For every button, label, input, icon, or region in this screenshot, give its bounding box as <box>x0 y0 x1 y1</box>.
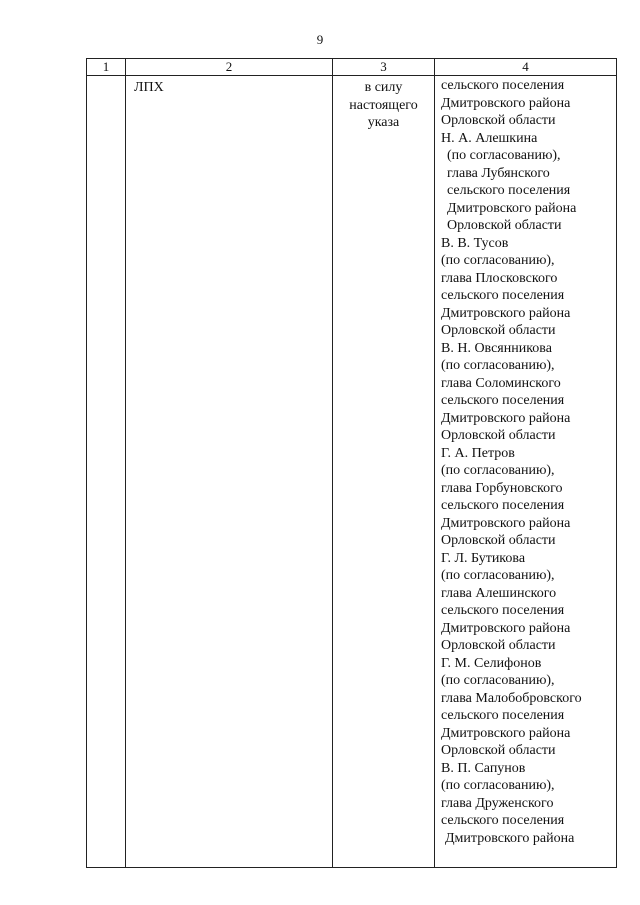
responsible-text-line: Орловской области <box>441 428 556 443</box>
term-line: настоящего <box>349 97 418 113</box>
responsible-text-line: сельского поселения <box>441 393 565 408</box>
table-row <box>87 76 617 868</box>
responsible-text-line: Г. А. Петров <box>441 445 515 461</box>
responsible-text-line: сельского поселения <box>441 498 565 513</box>
responsible-text-line: Орловской области <box>441 638 556 653</box>
responsible-text-line: (по согласованию), <box>441 463 555 478</box>
term-line: указа <box>367 115 400 130</box>
cell-col-3 <box>333 76 435 868</box>
responsible-text-line: сельского поселения <box>441 708 565 723</box>
responsible-text-line: глава Горбуновского <box>441 480 563 496</box>
responsible-text-line: Дмитровского района <box>441 515 571 531</box>
responsible-text-line: (по согласованию), <box>441 778 555 793</box>
cell-col-1 <box>87 76 126 868</box>
responsible-text-line: сельского поселения <box>441 78 565 93</box>
responsible-text-line: Дмитровского района <box>447 200 577 216</box>
responsible-text-line: сельского поселения <box>441 288 565 303</box>
responsible-text-line: Н. А. Алешкина <box>441 130 538 146</box>
term-line: в силу <box>364 80 403 95</box>
responsible-text-line: Орловской области <box>447 218 562 233</box>
responsible-text-line: Дмитровского района <box>441 95 571 111</box>
responsible-text-line: Орловской области <box>441 743 556 758</box>
responsible-text-line: глава Малобобровского <box>441 690 582 706</box>
responsible-text-line: Дмитровского района <box>441 410 571 426</box>
responsible-text-line: глава Соломинского <box>441 375 561 391</box>
page-number: 9 <box>316 32 324 47</box>
responsible-text-line: Орловской области <box>441 323 556 338</box>
responsible-text-line: В. П. Сапунов <box>441 760 526 776</box>
responsible-text-line: Дмитровского района <box>441 725 571 741</box>
cell-col-4 <box>435 76 617 868</box>
responsible-text-line: Дмитровского района <box>441 620 571 636</box>
responsible-text-line: Г. Л. Бутикова <box>441 550 526 566</box>
responsible-text-line: глава Плосковского <box>441 270 558 286</box>
responsible-text-line: сельского поселения <box>447 183 571 198</box>
responsible-text-line: (по согласованию), <box>447 148 561 163</box>
responsible-text-line: (по согласованию), <box>441 568 555 583</box>
responsible-text-line: сельского поселения <box>441 603 565 618</box>
responsible-text-line: сельского поселения <box>441 813 565 828</box>
header-cell-2: 2 <box>126 59 333 76</box>
header-cell-3: 3 <box>333 59 435 76</box>
responsible-text-line: В. В. Тусов <box>441 235 509 251</box>
responsible-text-line: (по согласованию), <box>441 253 555 268</box>
responsible-text-line: В. Н. Овсянникова <box>441 340 552 356</box>
responsible-text-line: Орловской области <box>441 533 556 548</box>
responsible-text-line: Г. М. Селифонов <box>441 655 542 671</box>
cell-col-2: ЛПХ <box>126 76 333 868</box>
header-cell-1: 1 <box>87 59 126 76</box>
table-header-row <box>87 59 617 76</box>
header-cell-4: 4 <box>435 59 617 76</box>
responsible-text-line: Дмитровского района <box>445 830 575 846</box>
document-table <box>86 58 617 868</box>
responsible-text-line: (по согласованию), <box>441 673 555 688</box>
responsible-text-line: Орловской области <box>441 113 556 128</box>
responsible-text-line: глава Друженского <box>441 795 554 811</box>
responsible-text-line: глава Лубянского <box>447 165 550 181</box>
responsible-text-line: Дмитровского района <box>441 305 571 321</box>
responsible-text-line: глава Алешинского <box>441 585 557 601</box>
responsible-text-line: (по согласованию), <box>441 358 555 373</box>
